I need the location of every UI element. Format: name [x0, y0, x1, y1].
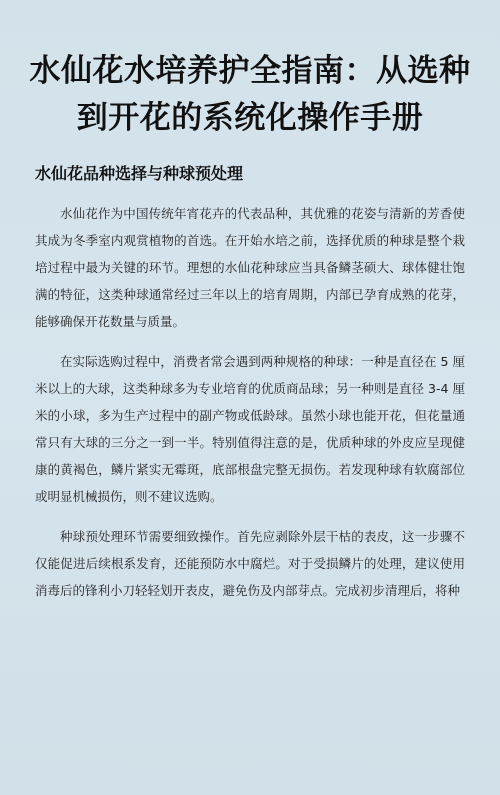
document-title: 水仙花水培养护全指南：从选种到开花的系统化操作手册	[29, 53, 471, 136]
paragraph-2: 在实际选购过程中，消费者常会遇到两种规格的种球：一种是直径在 5 厘米以上的大球，这类种球多为专业培育的优质商品球；另一种则是直径 3-4 厘米的小球，多为生产过程中的副产物或低龄球。虽然小球也能开花，但花量通常只有大球的三分之一到一半。特别值得注意的是，优质种球的外皮应呈现健康的黄褐色，鳞片紧实无霉斑，底部根盘完整无损伤。若发现种球有软腐部位或明显机械损伤，则不建议选购。	[35, 354, 465, 504]
paragraph-1: 水仙花作为中国传统年宵花卉的代表品种，其优雅的花姿与清新的芳香使其成为冬季室内观赏植物的首选。在开始水培之前，选择优质的种球是整个栽培过程中最为关键的环节。理想的水仙花种球应当具备鳞茎硕大、球体健壮饱满的特征，这类种球通常经过三年以上的培育周期，内部已孕育成熟的花芽，能够确保开花数量与质量。	[35, 206, 465, 329]
body-text	[35, 200, 465, 617]
section-heading: 水仙花品种选择与种球预处理	[35, 164, 244, 183]
paragraph-3: 种球预处理环节需要细致操作。首先应剥除外层干枯的表皮，这一步骤不仅能促进后续根系发育，还能预防水中腐烂。对于受损鳞片的处理，建议使用消毒后的锋利小刀轻轻划开表皮，避免伤及内部芽点。完成初步清理后，将种	[35, 529, 465, 598]
